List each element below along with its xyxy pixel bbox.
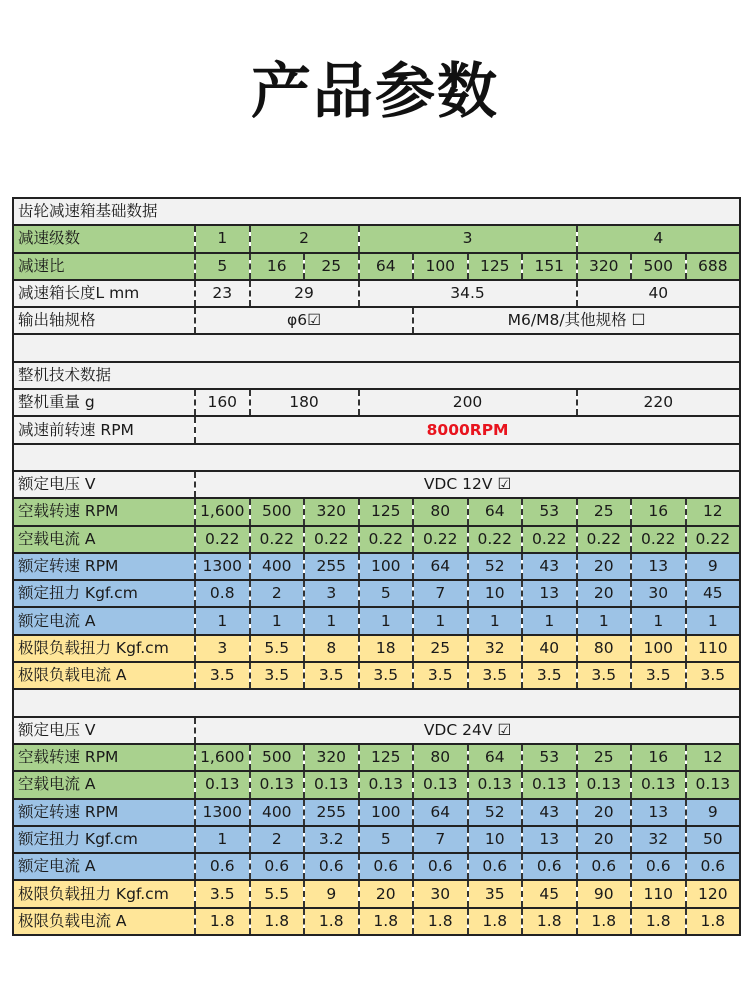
row-label: 额定转速 RPM [13,553,195,580]
cell: 180 [250,389,359,416]
cell: 3.5 [522,662,577,689]
row-label: 极限负载电流 A [13,908,195,935]
cell: 40 [522,635,577,662]
v24-stall-current-row [13,908,740,935]
cell: 30 [413,880,468,907]
cell: 16 [631,744,686,771]
row-label: 空载电流 A [13,771,195,798]
cell: 0.6 [359,853,414,880]
shaft-other-checkbox: M6/M8/其他规格 ☐ [413,307,740,334]
cell: 3 [359,225,577,252]
cell: 0.13 [631,771,686,798]
cell: 1.8 [468,908,523,935]
cell: 0.22 [631,526,686,553]
cell: 120 [686,880,741,907]
cell: 16 [250,253,305,280]
v12-stall-current-row [13,662,740,689]
v24-noload-current-row [13,771,740,798]
cell: 3 [304,580,359,607]
cell: 64 [359,253,414,280]
v12-rated-current-row [13,607,740,634]
row-label: 空载电流 A [13,526,195,553]
cell: 0.22 [413,526,468,553]
cell: 5.5 [250,635,305,662]
cell: 110 [686,635,741,662]
cell: 3.5 [631,662,686,689]
cell: 45 [522,880,577,907]
cell: 80 [577,635,632,662]
cell: 45 [686,580,741,607]
cell: 29 [250,280,359,307]
v24-noload-speed-row [13,744,740,771]
cell: 1.8 [686,908,741,935]
row-label: 空载转速 RPM [13,498,195,525]
cell: 0.13 [522,771,577,798]
voltage-24v-checkbox: VDC 24V ☑ [195,717,740,744]
cell: 0.22 [304,526,359,553]
row-label: 空载转速 RPM [13,744,195,771]
cell: 43 [522,799,577,826]
cell: 0.6 [468,853,523,880]
cell: 53 [522,498,577,525]
cell: 34.5 [359,280,577,307]
cell: 320 [577,253,632,280]
row-label: 额定电压 V [13,717,195,744]
v12-noload-current-row [13,526,740,553]
cell: 25 [577,498,632,525]
voltage-12v-row [13,471,740,498]
cell: 220 [577,389,741,416]
cell: 500 [631,253,686,280]
cell: 3.5 [304,662,359,689]
cell: 0.8 [195,580,250,607]
v12-rated-speed-row [13,553,740,580]
cell: 0.22 [359,526,414,553]
cell: 0.22 [522,526,577,553]
spacer [13,334,740,361]
cell: 0.22 [250,526,305,553]
cell: 2 [250,826,305,853]
cell: 160 [195,389,250,416]
cell: 2 [250,225,359,252]
cell: 53 [522,744,577,771]
page-title: 产品参数 [251,57,499,127]
cell: 3.5 [577,662,632,689]
cell: 64 [413,799,468,826]
stage-row [13,225,740,252]
cell: 20 [577,553,632,580]
cell: 1.8 [522,908,577,935]
cell: 320 [304,744,359,771]
cell: 1 [304,607,359,634]
cell: 7 [413,580,468,607]
cell: 23 [195,280,250,307]
cell: 52 [468,799,523,826]
cell: 9 [686,799,741,826]
cell: 1.8 [195,908,250,935]
row-label: 额定电流 A [13,607,195,634]
cell: 16 [631,498,686,525]
cell: 0.6 [304,853,359,880]
cell: 43 [522,553,577,580]
row-label: 极限负载电流 A [13,662,195,689]
cell: 20 [577,799,632,826]
cell: 1 [250,607,305,634]
cell: 10 [468,580,523,607]
row-label: 额定扭力 Kgf.cm [13,826,195,853]
cell: 1 [631,607,686,634]
spacer-row [13,334,740,361]
cell: 50 [686,826,741,853]
cell: 1.8 [631,908,686,935]
cell: 52 [468,553,523,580]
input-speed-value [195,416,740,443]
cell: 0.6 [413,853,468,880]
cell: 2 [250,580,305,607]
cell: 125 [468,253,523,280]
row-label: 极限负载扭力 Kgf.cm [13,880,195,907]
input-speed-row [13,416,740,443]
cell: 1 [577,607,632,634]
cell: 500 [250,744,305,771]
cell: 151 [522,253,577,280]
cell: 18 [359,635,414,662]
cell: 0.22 [195,526,250,553]
cell: 35 [468,880,523,907]
cell: 1.8 [304,908,359,935]
v24-rated-speed-row [13,799,740,826]
v12-noload-speed-row [13,498,740,525]
cell: 1 [468,607,523,634]
cell: 500 [250,498,305,525]
cell: 1 [195,607,250,634]
voltage-24v-row [13,717,740,744]
row-label: 额定电压 V [13,471,195,498]
cell: 0.13 [686,771,741,798]
cell: 0.22 [577,526,632,553]
cell: 0.6 [631,853,686,880]
cell: 0.6 [195,853,250,880]
cell: 1.8 [250,908,305,935]
spacer [13,444,740,471]
input-speed-text: 8000RPM [426,420,509,439]
cell: 0.13 [468,771,523,798]
cell: 20 [359,880,414,907]
cell: 13 [631,799,686,826]
shaft-row [13,307,740,334]
cell: 30 [631,580,686,607]
cell: 5 [359,580,414,607]
cell: 80 [413,744,468,771]
row-label: 输出轴规格 [13,307,195,334]
cell: 1 [413,607,468,634]
cell: 3.2 [304,826,359,853]
cell: 12 [686,498,741,525]
cell: 1,600 [195,498,250,525]
cell: 4 [577,225,741,252]
cell: 10 [468,826,523,853]
cell: 100 [359,553,414,580]
cell: 64 [413,553,468,580]
cell: 400 [250,553,305,580]
cell: 1 [686,607,741,634]
cell: 7 [413,826,468,853]
cell: 3.5 [250,662,305,689]
section-title: 整机技术数据 [13,362,740,389]
row-label: 减速箱长度L mm [13,280,195,307]
cell: 1.8 [413,908,468,935]
shaft-phi6-checkbox: φ6☑ [195,307,413,334]
v24-rated-torque-row [13,826,740,853]
length-row [13,280,740,307]
cell: 3.5 [195,880,250,907]
cell: 40 [577,280,741,307]
cell: 100 [413,253,468,280]
cell: 1300 [195,553,250,580]
cell: 8 [304,635,359,662]
v12-rated-torque-row [13,580,740,607]
cell: 0.22 [468,526,523,553]
cell: 110 [631,880,686,907]
cell: 200 [359,389,577,416]
cell: 1 [522,607,577,634]
cell: 0.13 [413,771,468,798]
gearbox-section-header [13,198,740,225]
cell: 0.22 [686,526,741,553]
cell: 3.5 [468,662,523,689]
cell: 25 [577,744,632,771]
cell: 5.5 [250,880,305,907]
cell: 125 [359,744,414,771]
cell: 320 [304,498,359,525]
v12-stall-torque-row [13,635,740,662]
cell: 20 [577,580,632,607]
row-label: 减速前转速 RPM [13,416,195,443]
row-label: 减速级数 [13,225,195,252]
cell: 0.13 [304,771,359,798]
cell: 255 [304,553,359,580]
cell: 13 [631,553,686,580]
cell: 400 [250,799,305,826]
cell: 32 [631,826,686,853]
row-label: 额定扭力 Kgf.cm [13,580,195,607]
cell: 1 [195,225,250,252]
cell: 5 [195,253,250,280]
row-label: 额定转速 RPM [13,799,195,826]
cell: 3 [195,635,250,662]
voltage-12v-checkbox: VDC 12V ☑ [195,471,740,498]
row-label: 减速比 [13,253,195,280]
cell: 32 [468,635,523,662]
cell: 5 [359,826,414,853]
cell: 0.6 [250,853,305,880]
v24-stall-torque-row [13,880,740,907]
ratio-row [13,253,740,280]
weight-row [13,389,740,416]
cell: 0.13 [195,771,250,798]
cell: 1.8 [359,908,414,935]
cell: 0.13 [577,771,632,798]
cell: 0.13 [250,771,305,798]
cell: 1 [195,826,250,853]
cell: 3.5 [359,662,414,689]
v24-rated-current-row [13,853,740,880]
spec-table [12,197,741,936]
row-label: 整机重量 g [13,389,195,416]
cell: 20 [577,826,632,853]
cell: 90 [577,880,632,907]
cell: 255 [304,799,359,826]
cell: 100 [631,635,686,662]
cell: 80 [413,498,468,525]
cell: 688 [686,253,741,280]
cell: 100 [359,799,414,826]
cell: 0.6 [577,853,632,880]
spacer-row [13,444,740,471]
spacer [13,689,740,716]
cell: 0.6 [522,853,577,880]
cell: 64 [468,498,523,525]
spacer-row [13,689,740,716]
cell: 1 [359,607,414,634]
cell: 9 [304,880,359,907]
cell: 125 [359,498,414,525]
cell: 12 [686,744,741,771]
cell: 0.6 [686,853,741,880]
row-label: 额定电流 A [13,853,195,880]
cell: 1300 [195,799,250,826]
machine-section-header [13,362,740,389]
cell: 13 [522,580,577,607]
cell: 3.5 [413,662,468,689]
cell: 1.8 [577,908,632,935]
cell: 13 [522,826,577,853]
section-title: 齿轮减速箱基础数据 [13,198,740,225]
cell: 25 [304,253,359,280]
cell: 9 [686,553,741,580]
cell: 3.5 [195,662,250,689]
row-label: 极限负载扭力 Kgf.cm [13,635,195,662]
cell: 64 [468,744,523,771]
cell: 1,600 [195,744,250,771]
cell: 3.5 [686,662,741,689]
cell: 0.13 [359,771,414,798]
cell: 25 [413,635,468,662]
